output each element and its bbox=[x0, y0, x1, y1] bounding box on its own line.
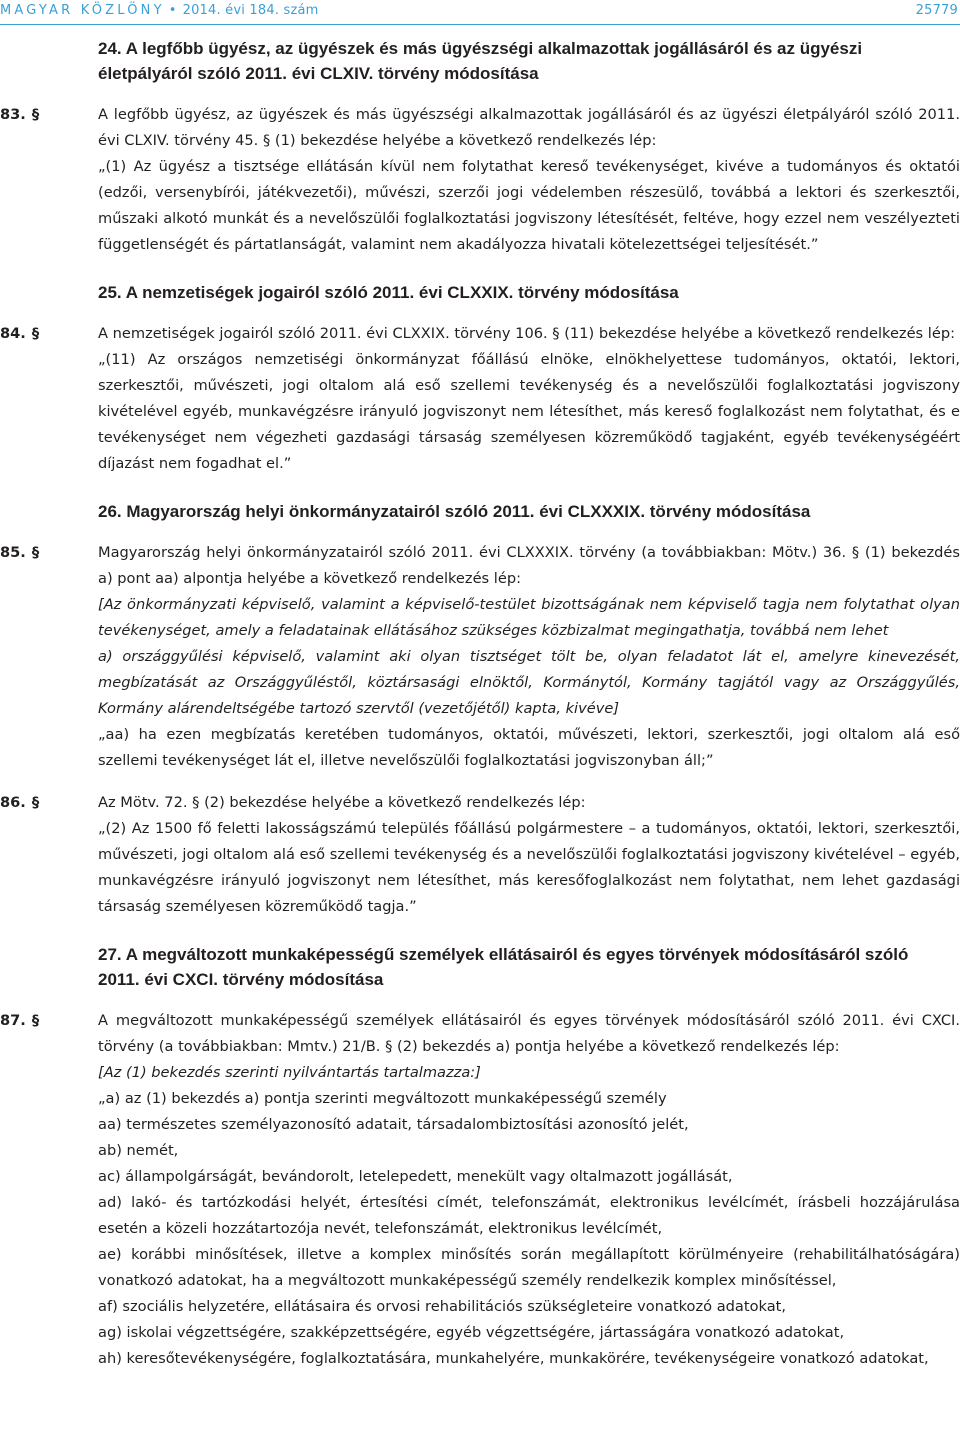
section-title: 24. A legfőbb ügyész, az ügyészek és más ügyészségi alkalmazottak jogállásáról és az ügyészi életpályáról szóló 2011. évi CLXIV. törvény módosítása bbox=[98, 39, 863, 83]
item-number: 85. § bbox=[0, 544, 40, 561]
item-number: 84. § bbox=[0, 325, 40, 342]
page-header bbox=[0, 0, 960, 28]
paragraph-item bbox=[0, 540, 960, 774]
item-text: A legfőbb ügyész, az ügyészek és más ügyészségi alkalmazottak jogállásáról és az ügyészi életpályáról szóló 2011. évi CLXIV. törvény 45. § (1) bekezdése helyébe a következő rendelkezés lép: bbox=[98, 106, 960, 149]
item-number: 83. § bbox=[0, 106, 40, 123]
header-rule bbox=[0, 24, 960, 25]
section-title: 25. A nemzetiségek jogairól szóló 2011. évi CLXXIX. törvény módosítása bbox=[98, 283, 679, 302]
section-title: 26. Magyarország helyi önkormányzatairól szóló 2011. évi CLXXXIX. törvény módosítása bbox=[98, 502, 811, 521]
item-quote: „(11) Az országos nemzetiségi önkormányzat főállású elnöke, elnökhelyettese tudományos, oktatói, lektori, szerkesztői, művészeti, jogi oltalom alá eső szellemi tevékenység és a nevelőszülői foglalkoztatási jogviszony kivételével egyéb, munkavégzésre irányuló jogviszonyt nem létesíthet, más kereső foglalkozást nem folytathat, és e tevékenységet nem végezheti gazdasági társaság személyesen közreműködő tagjaként, egyéb tevékenységéért díjazást nem fogadhat el.” bbox=[98, 351, 960, 472]
item-text: Magyarország helyi önkormányzatairól szóló 2011. évi CLXXXIX. törvény (a továbbiakban: Mötv.) 36. § (1) bekezdés a) pont aa) alpontja helyébe a következő rendelkezés lép: bbox=[98, 544, 960, 587]
list-point: ah) keresőtevékenységére, foglalkoztatására, munkahelyére, munkakörére, tevékenységeire vonatkozó adatokat, bbox=[98, 1350, 929, 1367]
publication-name: MAGYAR KÖZLÖNY bbox=[0, 3, 165, 18]
paragraph-item bbox=[0, 102, 960, 258]
list-point: ad) lakó- és tartózkodási helyét, értesítési címét, telefonszámát, elektronikus levélcímét, írásbeli hozzájárulása esetén a közeli hozzátartozója nevét, telefonszámát, elektronikus levélcímét, bbox=[98, 1194, 960, 1237]
paragraph-item bbox=[0, 321, 960, 477]
list-point: ag) iskolai végzettségére, szakképzettségére, egyéb végzettségére, jártasságára vonatkozó adatokat, bbox=[98, 1324, 845, 1341]
item-number: 86. § bbox=[0, 794, 40, 811]
section-title: 27. A megváltozott munkaképességű személyek ellátásairól és egyes törvények módosításáról szóló 2011. évi CXCI. törvény módosítása bbox=[98, 945, 909, 989]
item-context-italic: [Az (1) bekezdés szerinti nyilvántartás tartalmazza:] bbox=[98, 1064, 481, 1081]
item-quote: „(1) Az ügyész a tisztsége ellátásán kívül nem folytathat kereső tevékenységet, kivéve a tudományos és oktatói (edzői, versenybírói, játékvezetői), művészi, szerzői jogi védelemben részesülő, továbbá a lektori és szerkesztői, műszaki alkotó munkát és a nevelőszülői foglalkoztatási jogviszony létesítését, feltéve, hogy ezzel nem veszélyezteti függetlenségét és pártatlanságát, valamint nem akadályozza hivatali kötelezettségei teljesítését.” bbox=[98, 158, 960, 253]
item-context-italic: a) országgyűlési képviselő, valamint aki olyan tisztséget tölt be, olyan feladatot lát el, amelyre kinevezését, megbízatását az Országgyűléstől, köztársasági elnöktől, Kormánytól, Kormány tagjától vagy az Országgyűlés, Kormány alárendeltségébe tartozó szervtől (vezetőjétől) kapta, kivéve] bbox=[98, 648, 960, 717]
issue-info: 2014. évi 184. szám bbox=[182, 3, 319, 18]
paragraph-item bbox=[0, 790, 960, 920]
item-quote: „a) az (1) bekezdés a) pontja szerinti megváltozott munkaképességű személy bbox=[98, 1090, 667, 1107]
list-point: aa) természetes személyazonosító adatait, társadalombiztosítási azonosító jelét, bbox=[98, 1116, 689, 1133]
header-publication-info bbox=[0, 3, 319, 18]
paragraph-item bbox=[0, 1008, 960, 1372]
item-quote: „aa) ha ezen megbízatás keretében tudományos, oktatói, művészeti, lektori, szerkesztői, jogi oltalom alá eső szellemi tevékenységet lát el, illetve nevelőszülői foglalkoztatási jogviszonyban áll;” bbox=[98, 726, 960, 769]
list-point: ab) nemét, bbox=[98, 1142, 179, 1159]
document-body bbox=[0, 36, 960, 1388]
bullet-separator: • bbox=[168, 3, 177, 18]
page-number: 25779 bbox=[915, 3, 958, 18]
item-context-italic: [Az önkormányzati képviselő, valamint a képviselő-testület bizottságának nem képviselő tagja nem folytathat olyan tevékenységet, amely a feladatainak ellátásához szükséges közbizalmat megingathatja, továbbá nem lehet bbox=[98, 596, 960, 639]
item-text: A megváltozott munkaképességű személyek ellátásairól és egyes törvények módosításáról szóló 2011. évi CXCI. törvény (a továbbiakban: Mmtv.) 21/B. § (2) bekezdés a) pontja helyébe a következő rendelkezés lép: bbox=[98, 1012, 960, 1055]
list-point: af) szociális helyzetére, ellátásaira és orvosi rehabilitációs szükségleteire vonatkozó adatokat, bbox=[98, 1298, 787, 1315]
item-quote: „(2) Az 1500 fő feletti lakosságszámú település főállású polgármestere – a tudományos, oktatói, lektori, szerkesztői, művészeti, jogi oltalom alá eső szellemi tevékenység és a nevelőszülői foglalkoztatási jogviszony kivételével – egyéb, munkavégzésre irányuló jogviszonyt nem létesíthet, más keresőfoglalkozást nem folytathat, nem lehet gazdasági társaság személyesen közreműködő tagja.” bbox=[98, 820, 960, 915]
item-text: A nemzetiségek jogairól szóló 2011. évi CLXXIX. törvény 106. § (11) bekezdése helyébe a következő rendelkezés lép: bbox=[98, 325, 956, 342]
list-point: ae) korábbi minősítések, illetve a komplex minősítés során megállapított körülményeire (rehabilitálhatóságára) vonatkozó adatokat, ha a megváltozott munkaképességű személy rendelkezik komplex minősítéssel, bbox=[98, 1246, 960, 1289]
item-text: Az Mötv. 72. § (2) bekezdése helyébe a következő rendelkezés lép: bbox=[98, 794, 586, 811]
list-point: ac) állampolgárságát, bevándorolt, letelepedett, menekült vagy oltalmazott jogállását, bbox=[98, 1168, 733, 1185]
item-number: 87. § bbox=[0, 1012, 40, 1029]
